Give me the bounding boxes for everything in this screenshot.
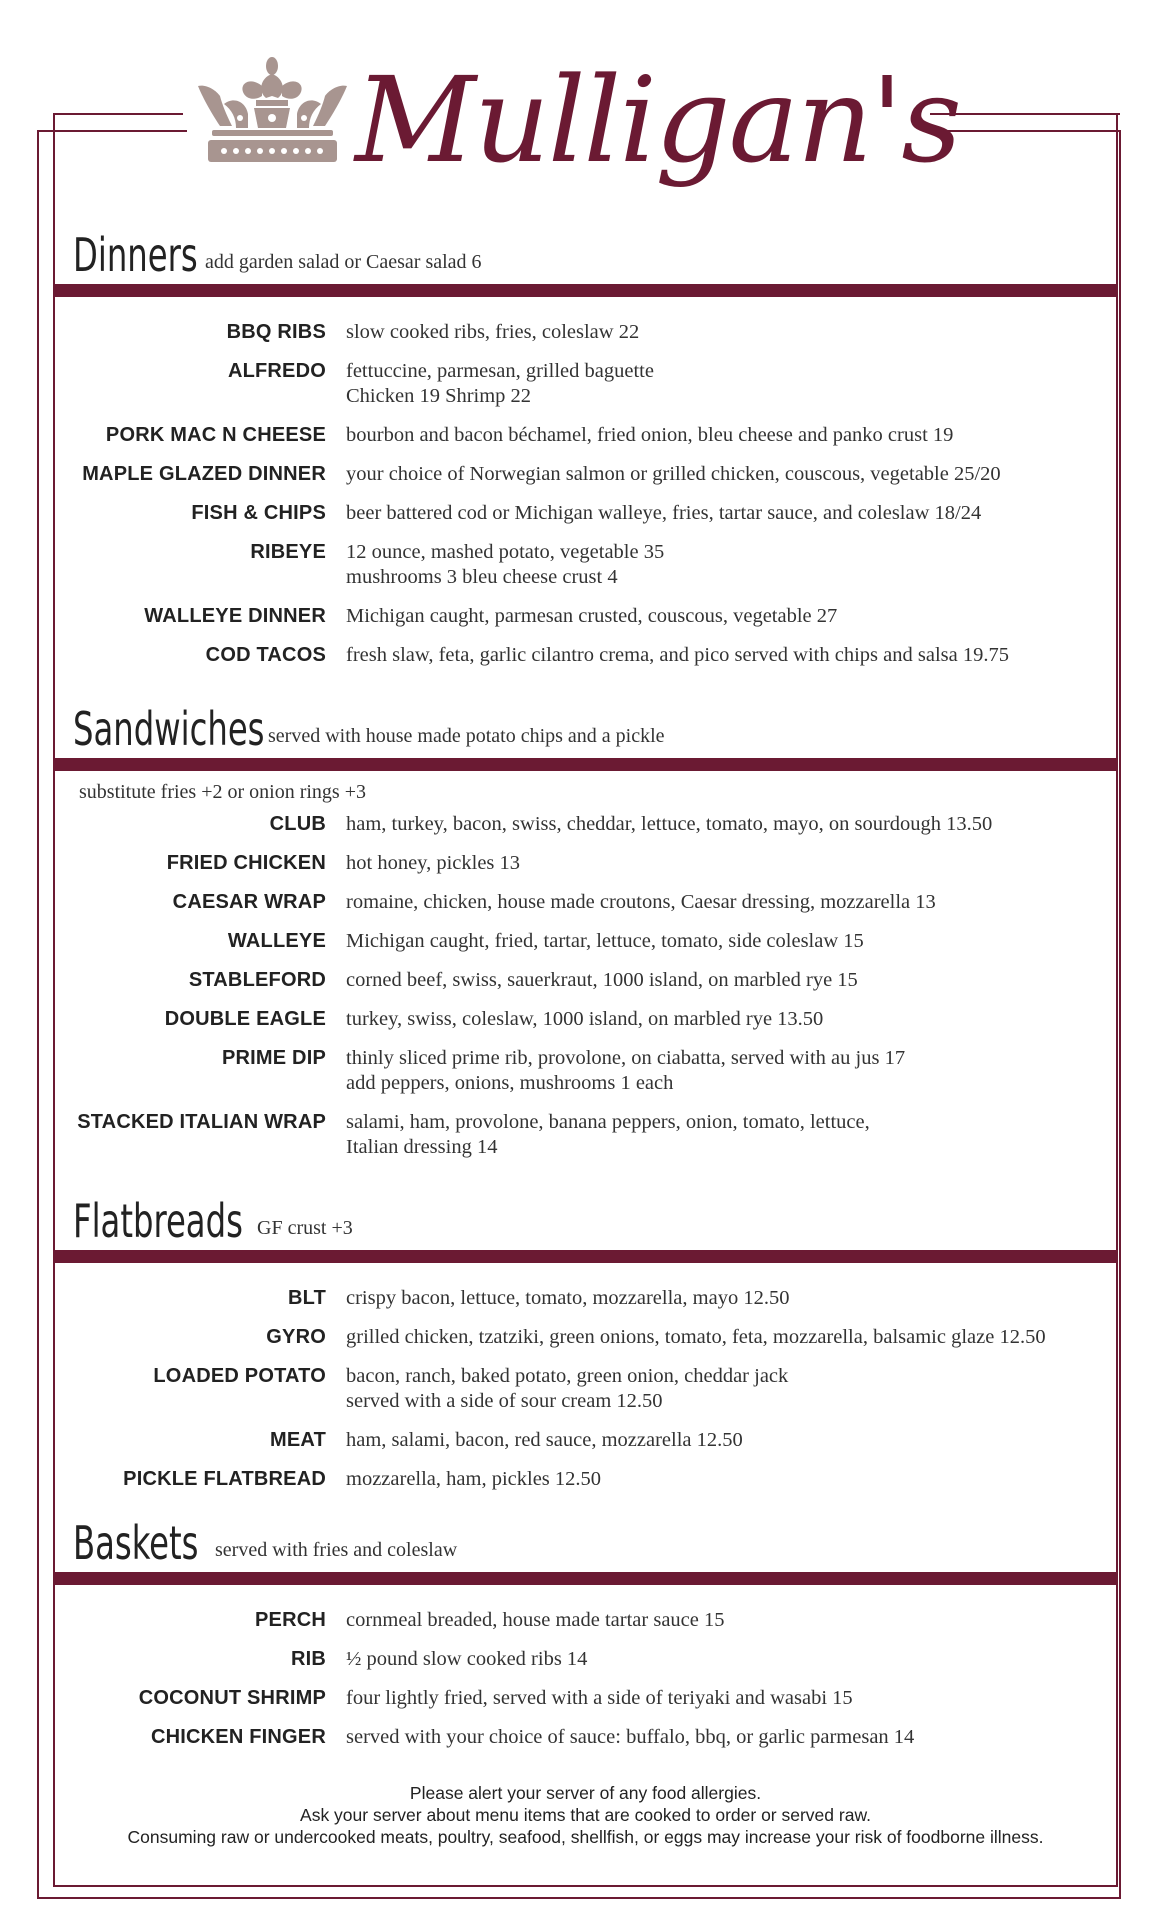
- item-list: [53, 812, 1118, 1160]
- item-name: WALLEYE: [227, 930, 326, 952]
- item-desc-extra: mushrooms 3 bleu cheese crust 4: [346, 566, 618, 588]
- menu-item: [53, 1725, 1118, 1750]
- item-list: [53, 297, 1118, 668]
- item-desc: grilled chicken, tzatziki, green onions, tomato, feta, mozzarella, balsamic glaze 12.50: [346, 1326, 1046, 1348]
- item-desc: ham, turkey, bacon, swiss, cheddar, lettuce, tomato, mayo, on sourdough 13.50: [346, 813, 993, 835]
- item-desc: salami, ham, provolone, banana peppers, onion, tomato, lettuce,: [346, 1111, 870, 1133]
- footer-line: Ask your server about menu items that are cooked to order or served raw.: [300, 1805, 871, 1825]
- item-desc: slow cooked ribs, fries, coleslaw 22: [346, 321, 640, 343]
- section-flatbreads: [53, 1186, 1118, 1506]
- item-name: BBQ RIBS: [226, 321, 326, 343]
- section-note: GF crust +3: [257, 1217, 353, 1239]
- brand-name: Mulligan's: [355, 51, 960, 189]
- section-title: Baskets: [73, 1516, 199, 1570]
- menu-item: [53, 890, 1118, 915]
- menu-item: [53, 423, 1118, 448]
- menu-item: [53, 1608, 1118, 1633]
- menu-item: [53, 1046, 1118, 1096]
- item-desc: beer battered cod or Michigan walleye, fries, tartar sauce, and coleslaw 18/24: [346, 502, 982, 524]
- item-name: PICKLE FLATBREAD: [123, 1468, 326, 1490]
- crown-icon: [190, 56, 355, 171]
- item-name: ALFREDO: [227, 360, 326, 382]
- item-desc: hot honey, pickles 13: [346, 852, 521, 874]
- menu-item: [53, 929, 1118, 954]
- item-desc: fettuccine, parmesan, grilled baguette: [346, 360, 654, 382]
- item-name: LOADED POTATO: [153, 1365, 326, 1387]
- item-desc: cornmeal breaded, house made tartar sauce 15: [346, 1609, 725, 1631]
- section-bar: [53, 758, 1118, 771]
- item-name: MEAT: [270, 1429, 326, 1451]
- item-desc: crispy bacon, lettuce, tomato, mozzarella, mayo 12.50: [346, 1287, 790, 1309]
- item-name: MAPLE GLAZED DINNER: [82, 463, 326, 485]
- item-desc: turkey, swiss, coleslaw, 1000 island, on marbled rye 13.50: [346, 1008, 824, 1030]
- item-desc-extra: add peppers, onions, mushrooms 1 each: [346, 1072, 674, 1094]
- item-name: FISH & CHIPS: [191, 502, 326, 524]
- section-note: served with fries and coleslaw: [215, 1539, 458, 1561]
- menu-item: [53, 968, 1118, 993]
- item-desc-extra: served with a side of sour cream 12.50: [346, 1390, 663, 1412]
- item-name: WALLEYE DINNER: [144, 605, 326, 627]
- item-list: [53, 1263, 1118, 1492]
- item-desc: fresh slaw, feta, garlic cilantro crema, and pico served with chips and salsa 19.75: [346, 644, 1009, 666]
- item-desc: ham, salami, bacon, red sauce, mozzarella 12.50: [346, 1429, 743, 1451]
- item-name: COD TACOS: [205, 644, 326, 666]
- menu-item: [53, 1467, 1118, 1492]
- item-name: DOUBLE EAGLE: [164, 1008, 326, 1030]
- section-sandwiches: [53, 694, 1118, 1174]
- footer-line: Consuming raw or undercooked meats, poultry, seafood, shellfish, or eggs may increase your risk of foodborne illness.: [127, 1827, 1044, 1847]
- section-dinners: [53, 220, 1118, 682]
- menu-item: [53, 1647, 1118, 1672]
- section-bar: [53, 284, 1118, 297]
- section-note: add garden salad or Caesar salad 6: [205, 251, 482, 273]
- section-bar: [53, 1572, 1118, 1585]
- item-desc: ½ pound slow cooked ribs 14: [346, 1648, 588, 1670]
- section-title: Flatbreads: [73, 1194, 243, 1248]
- item-name: RIB: [290, 1648, 326, 1670]
- menu-item: [53, 1286, 1118, 1311]
- item-name: CAESAR WRAP: [172, 891, 326, 913]
- item-name: PERCH: [254, 1609, 326, 1631]
- item-desc: four lightly fried, served with a side of teriyaki and wasabi 15: [346, 1687, 853, 1709]
- item-name: GYRO: [266, 1326, 326, 1348]
- item-desc: Michigan caught, fried, tartar, lettuce, tomato, side coleslaw 15: [346, 930, 864, 952]
- item-desc: romaine, chicken, house made croutons, Caesar dressing, mozzarella 13: [346, 891, 936, 913]
- item-desc: thinly sliced prime rib, provolone, on ciabatta, served with au jus 17: [346, 1047, 906, 1069]
- menu-item: [53, 462, 1118, 487]
- menu-item: [53, 1364, 1118, 1414]
- section-title: Sandwiches: [73, 702, 265, 756]
- menu-item: [53, 1007, 1118, 1032]
- item-name: PRIME DIP: [221, 1047, 326, 1069]
- item-list: [53, 1585, 1118, 1750]
- section-title: Dinners: [73, 228, 198, 282]
- item-desc: your choice of Norwegian salmon or grilled chicken, couscous, vegetable 25/20: [346, 463, 1001, 485]
- menu-item: [53, 851, 1118, 876]
- item-desc-extra: Italian dressing 14: [346, 1136, 498, 1158]
- item-name: FRIED CHICKEN: [166, 852, 326, 874]
- section-subnote: substitute fries +2 or onion rings +3: [79, 781, 366, 803]
- item-name: CHICKEN FINGER: [150, 1726, 326, 1748]
- menu-item: [53, 812, 1118, 837]
- item-name: BLT: [288, 1287, 326, 1309]
- item-name: STABLEFORD: [188, 969, 326, 991]
- section-bar: [53, 1250, 1118, 1263]
- item-desc: Michigan caught, parmesan crusted, couscous, vegetable 27: [346, 605, 838, 627]
- menu-item: [53, 1110, 1118, 1160]
- menu-item: [53, 320, 1118, 345]
- menu-item: [53, 643, 1118, 668]
- menu-item: [53, 501, 1118, 526]
- item-desc: bourbon and bacon béchamel, fried onion, bleu cheese and panko crust 19: [346, 424, 954, 446]
- item-desc: 12 ounce, mashed potato, vegetable 35: [346, 541, 665, 563]
- allergy-notice: [53, 1782, 1118, 1848]
- item-desc: bacon, ranch, baked potato, green onion, cheddar jack: [346, 1365, 789, 1387]
- item-name: CLUB: [269, 813, 326, 835]
- item-desc-extra: Chicken 19 Shrimp 22: [346, 385, 532, 407]
- item-name: PORK MAC N CHEESE: [105, 424, 326, 446]
- section-note: served with house made potato chips and a pickle: [268, 725, 665, 747]
- footer-line: Please alert your server of any food allergies.: [409, 1783, 762, 1803]
- item-desc: corned beef, swiss, sauerkraut, 1000 island, on marbled rye 15: [346, 969, 858, 991]
- item-desc: served with your choice of sauce: buffalo, bbq, or garlic parmesan 14: [346, 1726, 915, 1748]
- item-name: STACKED ITALIAN WRAP: [77, 1111, 326, 1133]
- menu-item: [53, 1325, 1118, 1350]
- menu-item: [53, 1428, 1118, 1453]
- menu-item: [53, 1686, 1118, 1711]
- logo-header: [0, 0, 1166, 200]
- menu-item: [53, 540, 1118, 590]
- item-name: COCONUT SHRIMP: [138, 1687, 326, 1709]
- section-baskets: [53, 1508, 1118, 1764]
- item-name: RIBEYE: [250, 541, 326, 563]
- menu-item: [53, 604, 1118, 629]
- item-desc: mozzarella, ham, pickles 12.50: [346, 1468, 602, 1490]
- menu-item: [53, 359, 1118, 409]
